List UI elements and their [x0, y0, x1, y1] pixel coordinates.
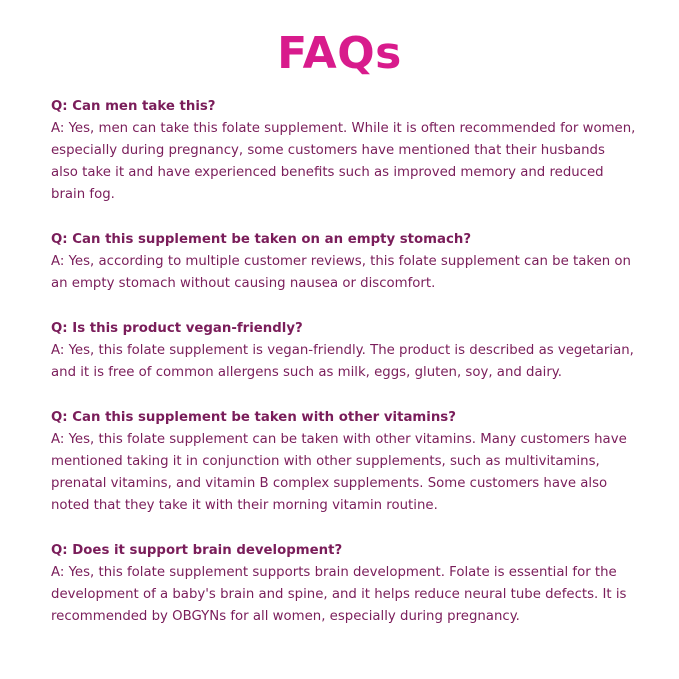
faq-item	[51, 96, 636, 206]
faq-answer: A: Yes, this folate supplement supports brain development. Folate is essential for the development of a baby's brain and spine, and it helps reduce neural tube defects. It is recommended by OBGYNs for all women, especially during pregnancy.	[51, 565, 627, 624]
faq-item	[51, 407, 636, 517]
faq-question: Q: Can this supplement be taken with other vitamins?	[51, 410, 456, 425]
faq-answer: A: Yes, according to multiple customer reviews, this folate supplement can be taken on an empty stomach without causing nausea or discomfort.	[51, 254, 631, 291]
faq-list	[51, 96, 636, 651]
faq-answer: A: Yes, this folate supplement is vegan-friendly. The product is described as vegetarian, and it is free of common allergens such as milk, eggs, gluten, soy, and dairy.	[51, 343, 634, 380]
faq-question: Q: Is this product vegan-friendly?	[51, 321, 303, 336]
faq-item	[51, 540, 636, 628]
faq-question: Q: Can men take this?	[51, 99, 216, 114]
faq-answer: A: Yes, this folate supplement can be taken with other vitamins. Many customers have mentioned taking it in conjunction with other supplements, such as multivitamins, prenatal vitamins, and vitamin B complex supplements. Some customers have also noted that they take it with their morning vitamin routine.	[51, 432, 627, 513]
faq-answer: A: Yes, men can take this folate supplement. While it is often recommended for women, especially during pregnancy, some customers have mentioned that their husbands also take it and have experienced benefits such as improved memory and reduced brain fog.	[51, 121, 636, 202]
faq-item	[51, 318, 636, 384]
faq-question: Q: Does it support brain development?	[51, 543, 343, 558]
page-title: FAQs	[277, 28, 402, 79]
faq-question: Q: Can this supplement be taken on an empty stomach?	[51, 232, 472, 247]
faq-item	[51, 229, 636, 295]
